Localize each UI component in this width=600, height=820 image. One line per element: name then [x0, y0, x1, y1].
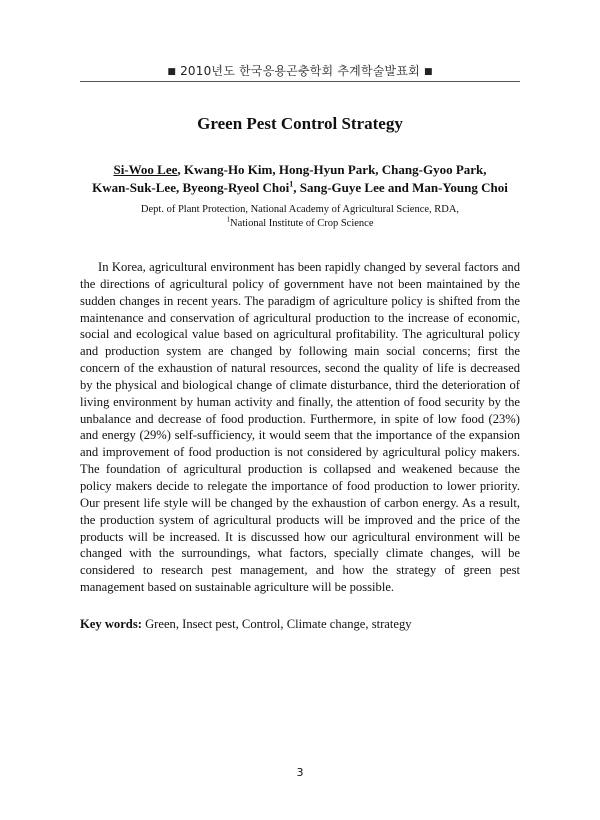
author-affil-sup: 1 [289, 179, 294, 189]
header-text: 2010년도 한국응용곤충학회 추계학술발표회 [180, 64, 420, 78]
authors-line1-rest: , Kwang-Ho Kim, Hong-Hyun Park, Chang-Gyoo Park, [177, 162, 487, 177]
first-author: Si-Woo Lee [113, 162, 178, 177]
page-number: 3 [296, 766, 304, 779]
running-header [80, 62, 520, 79]
author-list [80, 161, 520, 197]
abstract-text: In Korea, agricultural environment has been rapidly changed by several factors and the directions of agricultural policy of government have not been maintained by the sudden changes in recent years. The paradigm of agriculture policy is shifted from the maintenance and conservation of agricultural production to the increase of economic, social and ecological value based on agricultural profitability. The agricultural policy and production system are changed by following main social concerns; first the concern of the exhaustion of natural resources, second the quality of life is decreased by the physical and biological change of climate disturbance, third the deterioration of living environment by human activity and finally, the attention of food security by the unbalance and decrease of food production. Furthermore, in spite of low food (23%) and energy (29%) self-sufficiency, it would seem that the importance of the expansion and improvement of food production is not considered by agricultural policy makers. The foundation of agricultural production is collapsed and weakened because the policy makers decide to relegate the importance of food production to lower priority. Our present life style will be changed by the exhaustion of carbon energy. As a result, the production system of agricultural products will be improved and the price of the products will be increased. It is discussed how our agricultural environment will be changed with the surroundings, what factors, specially climate changes, will be considered to research pest management, and how the strategy of green pest management based on sustainable agriculture will be possible. [80, 260, 520, 595]
header-rule [80, 81, 520, 82]
affiliation-line1: Dept. of Plant Protection, National Academy of Agricultural Science, RDA, [140, 204, 460, 215]
header-marker-right: ■ [423, 67, 433, 77]
keywords-label: Key words: [80, 617, 142, 631]
affiliations [80, 203, 520, 231]
affiliation-line2: National Institute of Crop Science [230, 218, 374, 229]
authors-line2-b: , Sang-Guye Lee and Man-Young Choi [293, 180, 508, 195]
keywords [80, 617, 520, 632]
authors-line2-a: Kwan-Suk-Lee, Byeong-Ryeol Choi [92, 180, 290, 195]
affiliation-sup: 1 [226, 215, 231, 224]
keywords-text: Green, Insect pest, Control, Climate change, strategy [141, 617, 412, 631]
header-marker-left: ■ [167, 67, 177, 77]
paper-title: Green Pest Control Strategy [197, 114, 403, 133]
